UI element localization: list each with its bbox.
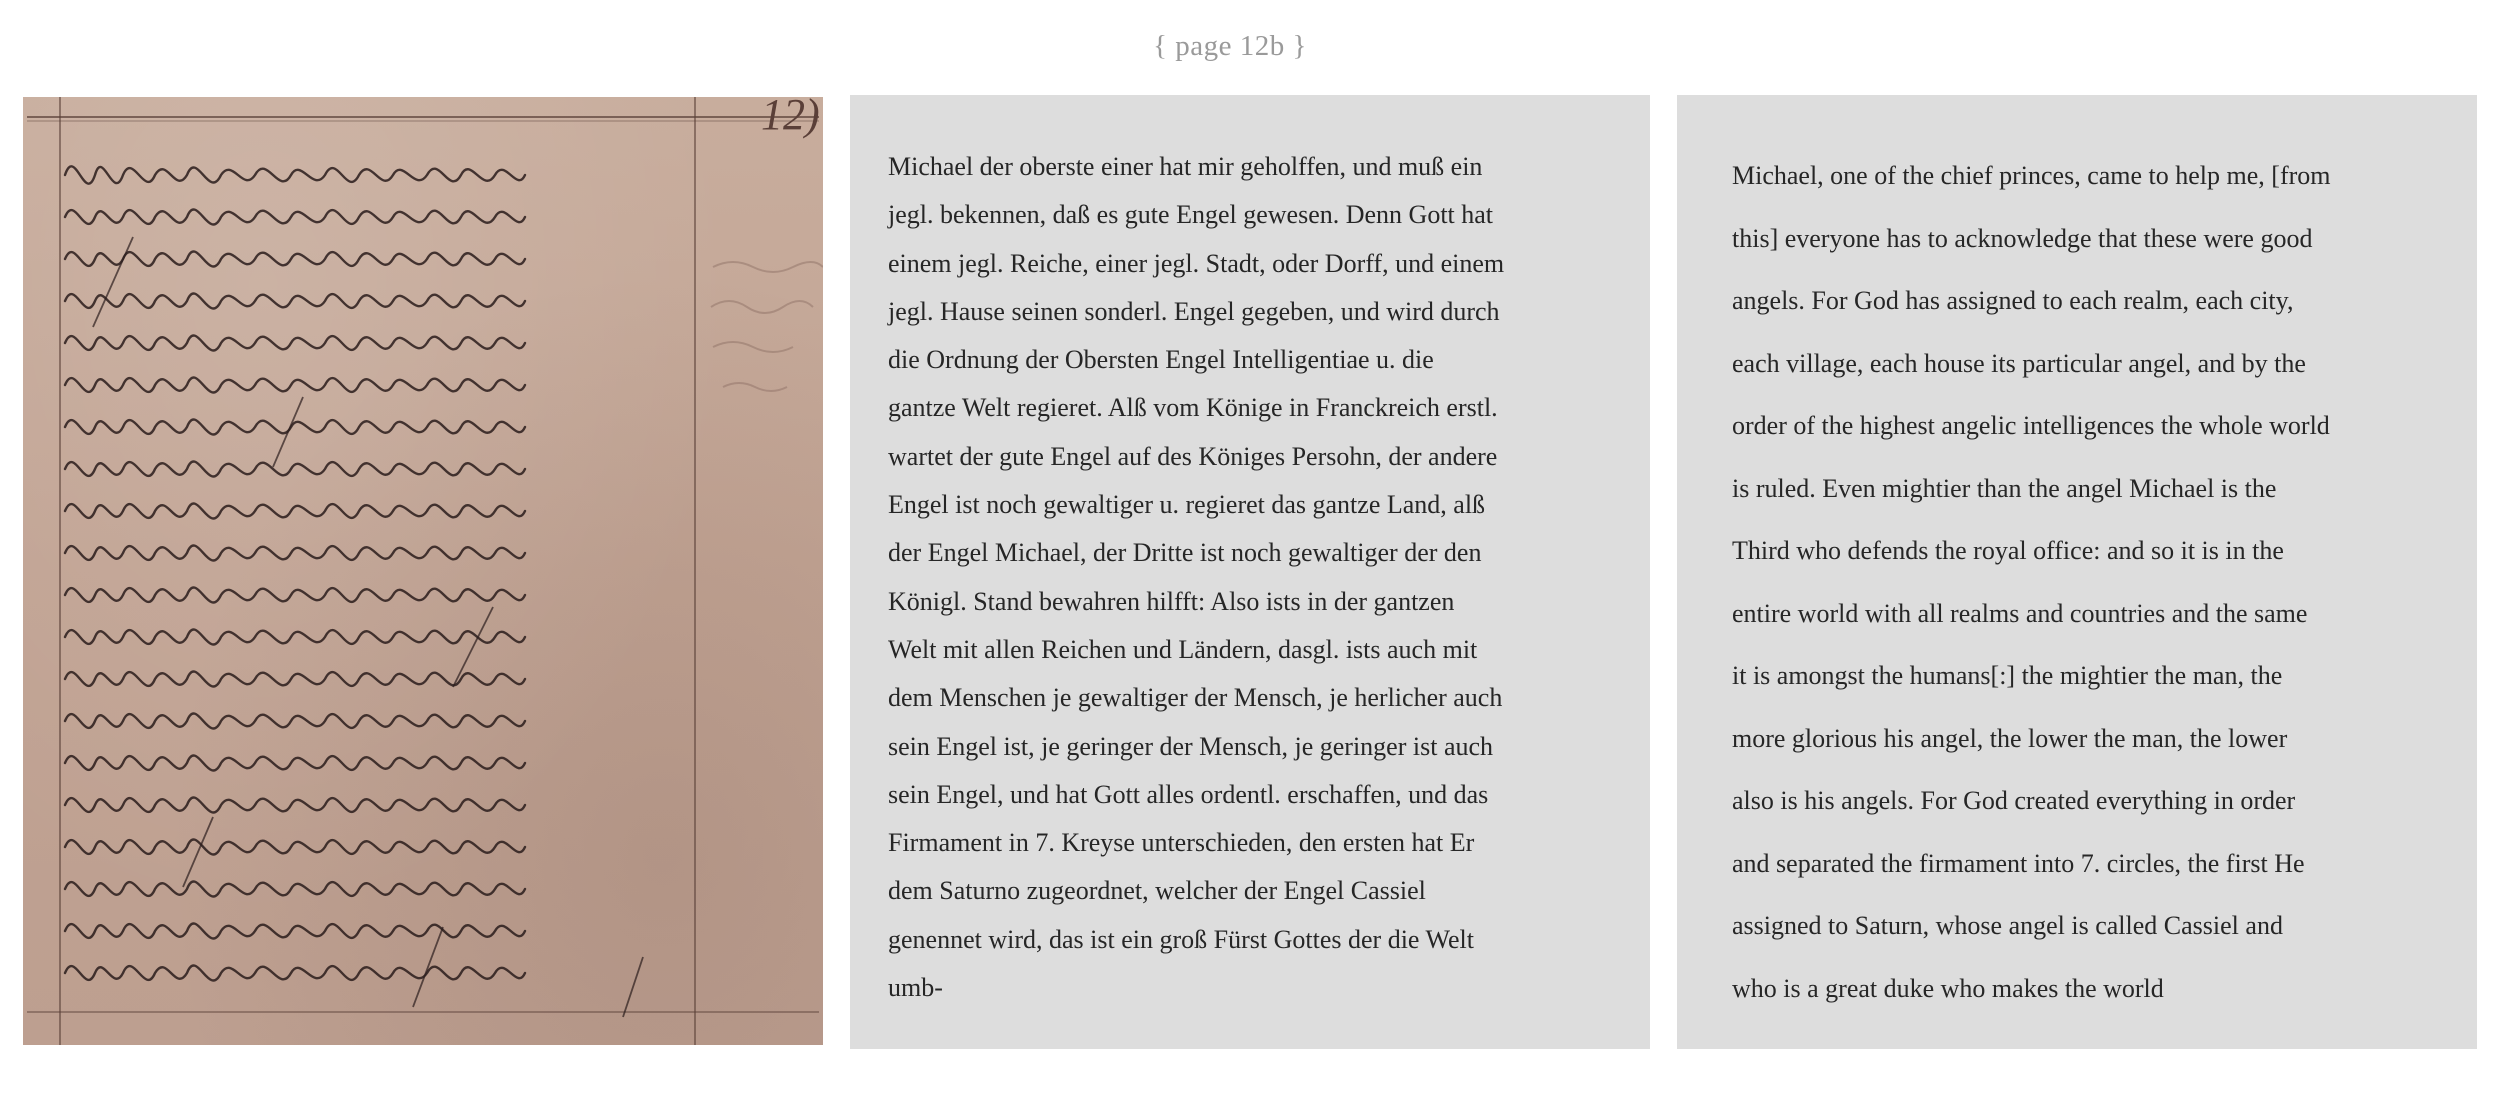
english-line: entire world with all realms and countries and the same — [1732, 598, 2308, 628]
english-line: assigned to Saturn, whose angel is called Cassiel and — [1732, 911, 2283, 940]
german-line: Firmament in 7. Kreyse unterschieden, den ersten hat Er — [888, 828, 1475, 858]
german-line: Michael der oberste einer hat mir geholffen, und muß ein — [888, 152, 1483, 181]
page-label: { page 12b } — [1153, 30, 1307, 62]
english-line: angels. For God has assigned to each realm, each city, — [1732, 286, 2294, 315]
english-line: is ruled. Even mightier than the angel Michael is the — [1732, 473, 2277, 503]
german-line: umb- — [888, 973, 943, 1003]
german-line: einem jegl. Reiche, einer jegl. Stadt, oder Dorff, und einem — [888, 248, 1505, 278]
english-line: Michael, one of the chief princes, came to help me, [from — [1732, 161, 2331, 190]
german-line: Königl. Stand bewahren hilfft: Also ists in der gantzen — [888, 586, 1455, 616]
manuscript-scan-image — [23, 97, 823, 1045]
german-line: sein Engel ist, je geringer der Mensch, je geringer ist auch — [888, 731, 1494, 761]
german-line: dem Menschen je gewaltiger der Mensch, je herlicher auch — [888, 683, 1503, 713]
svg-text:12): 12) — [761, 97, 820, 139]
manuscript-drawing — [23, 97, 823, 1045]
german-line: genennet wird, das ist ein groß Fürst Gottes der die Welt — [888, 924, 1474, 954]
german-text — [888, 143, 1614, 1012]
german-line: Welt mit allen Reichen und Ländern, dasgl. ists auch mit — [888, 634, 1478, 664]
german-line: die Ordnung der Obersten Engel Intelligentiae u. die — [888, 345, 1434, 375]
english-line: order of the highest angelic intelligences the whole world — [1732, 411, 2330, 440]
german-transcription-panel — [850, 95, 1650, 1049]
german-line: jegl. Hause seinen sonderl. Engel gegeben, und wird durch — [888, 296, 1500, 326]
english-line: this] everyone has to acknowledge that these were good — [1732, 223, 2313, 253]
german-line: sein Engel, und hat Gott alles ordentl. erschaffen, und das — [888, 779, 1489, 809]
english-line: it is amongst the humans[:] the mightier the man, the — [1732, 661, 2283, 690]
english-line: more glorious his angel, the lower the man, the lower — [1732, 723, 2288, 753]
german-line: dem Saturno zugeordnet, welcher der Engel Cassiel — [888, 876, 1426, 906]
english-translation-panel — [1677, 95, 2477, 1049]
german-line: wartet der gute Engel auf des Königes Persohn, der andere — [888, 441, 1498, 471]
english-line: also is his angels. For God created everything in order — [1732, 786, 2296, 815]
english-line: who is a great duke who makes the world — [1732, 973, 2164, 1003]
english-line: and separated the firmament into 7. circles, the first He — [1732, 848, 2305, 878]
english-line: each village, each house its particular angel, and by the — [1732, 348, 2306, 378]
english-line: Third who defends the royal office: and so it is in the — [1732, 536, 2284, 565]
german-line: Engel ist noch gewaltiger u. regieret das gantze Land, alß — [888, 490, 1486, 520]
english-text — [1732, 145, 2441, 1020]
german-line: gantze Welt regieret. Alß vom Könige in Franckreich erstl. — [888, 393, 1498, 423]
german-line: jegl. bekennen, daß es gute Engel gewesen. Denn Gott hat — [888, 200, 1494, 230]
german-line: der Engel Michael, der Dritte ist noch gewaltiger der den — [888, 538, 1482, 568]
